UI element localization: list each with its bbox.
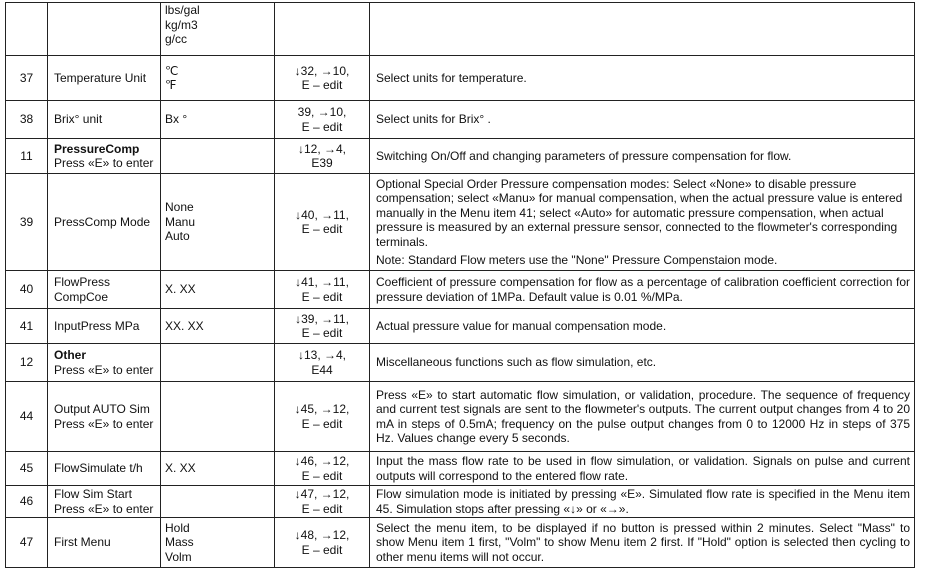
menu-item-name-line: Other (54, 348, 87, 362)
menu-item-name-line: Flow Sim Start (54, 487, 133, 501)
menu-item-option: Mass (165, 535, 194, 550)
menu-item-number: 38 (6, 101, 48, 139)
menu-item-description (370, 382, 915, 452)
menu-item-number: 41 (6, 309, 48, 344)
menu-item-navigation (275, 139, 370, 174)
menu-item-name (48, 452, 161, 486)
menu-item-options (161, 309, 275, 344)
menu-item-navigation (275, 486, 370, 518)
menu-item-options (161, 518, 275, 568)
menu-item-options (161, 139, 275, 174)
menu-item-nav-line: E – edit (301, 222, 343, 236)
menu-table (5, 2, 915, 568)
table-row (6, 3, 915, 56)
menu-item-navigation (275, 174, 370, 271)
menu-item-options (161, 382, 275, 452)
menu-item-name (48, 56, 161, 101)
menu-item-description (370, 139, 915, 174)
menu-item-name-line: Output AUTO Sim (54, 402, 150, 416)
menu-item-description-text: Flow simulation mode is initiated by pressing «E». Simulated flow rate is specified in the Menu item 45. Simulation stops after pressing «↓» or «→». (376, 487, 910, 516)
menu-item-options (161, 3, 275, 56)
table-row (6, 382, 915, 452)
menu-item-number: 37 (6, 56, 48, 101)
menu-item-option: Auto (165, 229, 190, 244)
menu-item-nav-line: E – edit (301, 542, 343, 557)
menu-item-number: 47 (6, 518, 48, 568)
menu-item-description-text: Press «E» to start automatic flow simulation, or validation, procedure. The sequence of frequency and current test signals are sent to the flowmeter's outputs. The current output changes from 4 to 20 mA in steps of 0.5mA; frequency on the pulse output changes from 0 to 12000 Hz in steps of 375 Hz. Values change every 5 seconds. (376, 387, 910, 445)
menu-item-number: 46 (6, 486, 48, 518)
menu-item-option: X. XX (165, 282, 196, 297)
menu-item-nav-line: E – edit (301, 78, 343, 92)
table-row (6, 309, 915, 344)
menu-item-options (161, 101, 275, 139)
menu-item-name (48, 486, 161, 518)
menu-item-nav-line: ↓41, →11, (295, 275, 349, 289)
menu-item-options (161, 271, 275, 309)
menu-item-nav-line: ↓48, →12, (294, 528, 350, 542)
menu-item-name (48, 344, 161, 382)
menu-item-description (370, 486, 915, 518)
menu-item-options (161, 56, 275, 101)
menu-item-nav-line: E – edit (301, 468, 343, 483)
menu-item-description-text: Select the menu item, to be displayed if no button is pressed within 2 minutes. Select "Mass" to show Menu item 1 first, "Volm" to show Menu item 2 first. If "Hold" option is selected then cycling to other menu items will not occur. (376, 520, 910, 564)
menu-item-nav-line: E – edit (301, 326, 343, 340)
menu-item-description-text: Input the mass flow rate to be used in flow simulation, or validation. Signals on pulse and current outputs will correspond to the entered flow rate. (376, 454, 910, 483)
menu-item-nav-line: ↓47, →12, (294, 487, 350, 501)
menu-item-name-line: Press «E» to enter (54, 416, 154, 431)
menu-item-name-line: PressureComp (54, 141, 140, 156)
menu-item-description-text: Actual pressure value for manual compensation mode. (376, 318, 667, 333)
menu-item-name-line: Press «E» to enter (54, 156, 154, 170)
menu-item-description (370, 56, 915, 101)
menu-item-name (48, 101, 161, 139)
menu-item-nav-line: 39, →10, (297, 105, 347, 119)
menu-item-description-text: Select units for temperature. (376, 70, 527, 85)
menu-item-description (370, 309, 915, 344)
menu-item-options (161, 452, 275, 486)
table-row (6, 518, 915, 568)
menu-item-navigation (275, 56, 370, 101)
menu-item-name (48, 309, 161, 344)
menu-item-options (161, 486, 275, 518)
menu-item-name-line: First Menu (54, 535, 111, 550)
menu-item-option: lbs/gal (165, 3, 200, 17)
menu-item-description-text: Miscellaneous functions such as flow simulation, etc. (376, 355, 657, 370)
menu-item-description-text: Switching On/Off and changing parameters of pressure compensation for flow. (376, 148, 792, 163)
menu-item-navigation (275, 309, 370, 344)
menu-item-option: kg/m3 (165, 17, 198, 32)
menu-item-description-text: Select units for Brix° . (376, 112, 491, 127)
table-row (6, 101, 915, 139)
menu-item-option: Manu (165, 214, 196, 229)
menu-item-nav-line: E – edit (301, 289, 343, 304)
menu-item-nav-line: ↓40, →11, (295, 207, 349, 222)
menu-item-nav-line: ↓45, →12, (294, 402, 350, 416)
menu-item-navigation (275, 101, 370, 139)
menu-item-description (370, 174, 915, 271)
menu-item-description (370, 101, 915, 139)
table-row (6, 271, 915, 309)
table-row (6, 486, 915, 518)
menu-item-name (48, 3, 161, 56)
menu-item-navigation (275, 271, 370, 309)
menu-item-name (48, 174, 161, 271)
menu-item-number: 12 (6, 344, 48, 382)
menu-item-option: Bx ° (165, 112, 188, 127)
table-row (6, 174, 915, 271)
menu-item-option: ℃ (165, 63, 179, 78)
menu-item-nav-line: ↓46, →12, (294, 454, 350, 468)
menu-item-description (370, 452, 915, 486)
menu-item-description (370, 271, 915, 309)
menu-item-name-line: Press «E» to enter (54, 501, 154, 516)
menu-item-nav-line: E44 (311, 362, 333, 377)
menu-item-description (370, 3, 915, 56)
menu-item-option: Hold (165, 520, 190, 535)
menu-item-name-line: InputPress MPa (54, 318, 140, 333)
menu-item-option: ℉ (165, 78, 177, 92)
menu-table-body (6, 3, 915, 568)
menu-item-name-line: CompCoe (54, 289, 109, 304)
menu-item-option: g/cc (165, 32, 188, 46)
menu-item-option: XX. XX (165, 318, 204, 333)
menu-item-nav-line: ↓13, →4, (297, 348, 347, 362)
menu-item-name (48, 518, 161, 568)
menu-item-number (6, 3, 48, 56)
menu-item-navigation (275, 518, 370, 568)
menu-item-nav-line: E39 (311, 156, 333, 170)
menu-item-navigation (275, 452, 370, 486)
menu-item-number: 40 (6, 271, 48, 309)
table-row (6, 344, 915, 382)
menu-item-name-line: Press «E» to enter (54, 362, 154, 377)
table-row (6, 139, 915, 174)
menu-item-name-line: FlowSimulate t/h (54, 461, 143, 476)
menu-item-navigation (275, 344, 370, 382)
menu-item-name-line: FlowPress (54, 275, 111, 289)
menu-item-option: X. XX (165, 461, 196, 476)
menu-item-name (48, 271, 161, 309)
menu-item-name (48, 139, 161, 174)
menu-item-nav-line: ↓12, →4, (297, 141, 347, 156)
menu-item-name-line: PressComp Mode (54, 214, 151, 229)
menu-item-description (370, 344, 915, 382)
menu-item-navigation (275, 382, 370, 452)
menu-item-description (370, 518, 915, 568)
menu-item-name-line: Brix° unit (54, 112, 103, 127)
menu-item-number: 11 (6, 139, 48, 174)
menu-item-nav-line: E – edit (301, 416, 343, 431)
menu-item-nav-line: E – edit (301, 119, 343, 134)
menu-item-note: Note: Standard Flow meters use the "None" Pressure Compenstaion mode. (376, 253, 778, 267)
table-row (6, 56, 915, 101)
menu-item-options (161, 344, 275, 382)
menu-item-options (161, 174, 275, 271)
menu-item-option: None (165, 200, 194, 215)
menu-item-number: 45 (6, 452, 48, 486)
menu-item-nav-line: E – edit (301, 501, 343, 516)
menu-item-number: 44 (6, 382, 48, 452)
menu-item-number: 39 (6, 174, 48, 271)
menu-item-description-text: Optional Special Order Pressure compensation modes: Select «None» to disable pressure compensation; select «Manu» for manual compensation, when the actual pressure value is entered manually in the Menu item 41; select «Auto» for automatic pressure compensation, when actual pressure is measured by an external pressure sensor, connected to the flowmeter's corresponding terminals. (376, 176, 903, 249)
menu-item-nav-line: ↓39, →11, (295, 311, 349, 326)
menu-item-option: Volm (165, 549, 192, 564)
menu-item-description-text: Coefficient of pressure compensation for flow as a percentage of calibration coefficient correction for pressure deviation of 1MPa. Default value is 0.01 %/MPa. (376, 275, 910, 304)
menu-item-name-line: Temperature Unit (54, 70, 147, 85)
menu-item-navigation (275, 3, 370, 56)
menu-item-name (48, 382, 161, 452)
table-row (6, 452, 915, 486)
menu-item-nav-line: ↓32, →10, (294, 63, 350, 78)
